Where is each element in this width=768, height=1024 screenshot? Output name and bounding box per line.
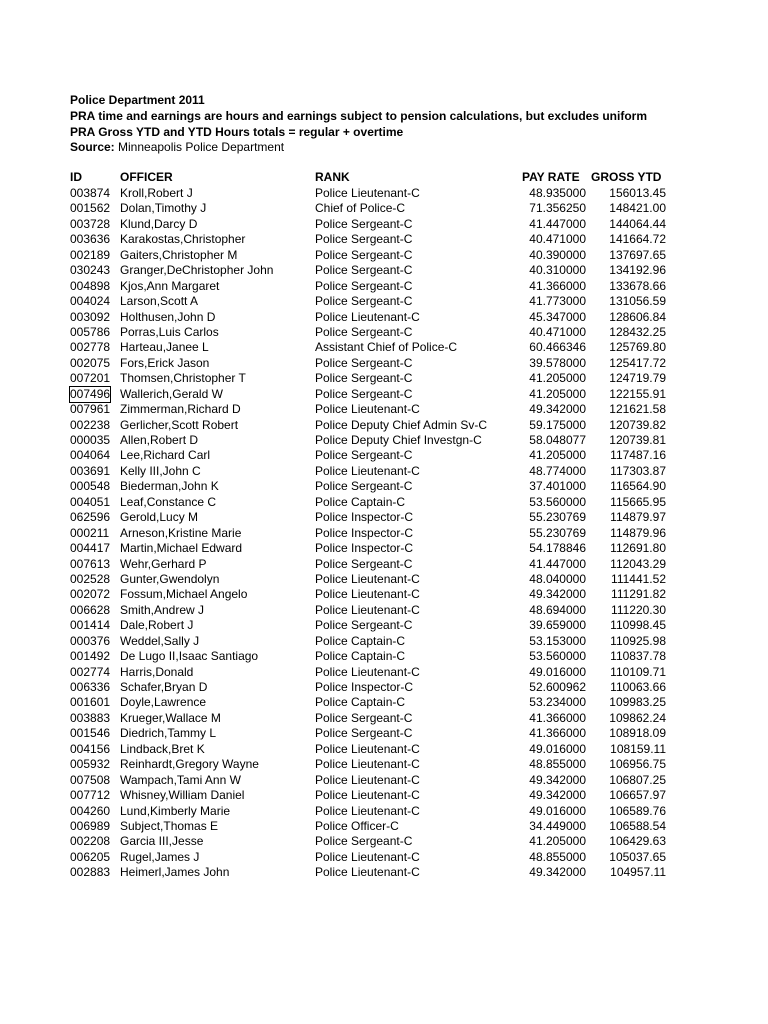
cell-pay-rate[interactable]: 41.205000 xyxy=(529,448,586,463)
cell-rank[interactable]: Police Sergeant-C xyxy=(315,386,413,401)
cell-id[interactable]: 002189 xyxy=(70,247,111,262)
cell-officer[interactable]: Thomsen,Christopher T xyxy=(120,371,246,386)
table-row xyxy=(0,618,768,633)
table-row xyxy=(0,742,768,757)
cell-rank[interactable]: Police Deputy Chief Investgn-C xyxy=(315,433,482,447)
source-label: Source: xyxy=(70,140,115,154)
cell-rank[interactable]: Police Sergeant-C xyxy=(315,618,413,633)
cell-id[interactable]: 004417 xyxy=(70,541,111,556)
table-row xyxy=(0,248,768,263)
cell-officer[interactable]: Lund,Kimberly Marie xyxy=(120,803,231,818)
cell-officer[interactable]: Kroll,Robert J xyxy=(120,186,193,200)
cell-officer[interactable]: Smith,Andrew J xyxy=(120,602,205,617)
cell-id[interactable]: 030243 xyxy=(70,263,111,278)
cell-gross-ytd[interactable]: 106807.25 xyxy=(609,772,666,787)
table-row xyxy=(0,217,768,232)
table-row xyxy=(0,201,768,216)
cell-id[interactable]: 002883 xyxy=(70,865,111,880)
cell-id[interactable]: 007508 xyxy=(70,772,111,787)
cell-officer[interactable]: Schafer,Bryan D xyxy=(120,680,208,694)
cell-officer[interactable]: Harris,Donald xyxy=(120,664,194,679)
cell-gross-ytd[interactable]: 106589.76 xyxy=(609,803,666,818)
cell-officer[interactable]: Fors,Erick Jason xyxy=(120,355,210,370)
cell-id[interactable]: 062596 xyxy=(70,510,111,525)
table-row xyxy=(0,587,768,602)
table-row xyxy=(0,649,768,664)
cell-pay-rate[interactable]: 37.401000 xyxy=(529,479,586,494)
table-row xyxy=(0,371,768,386)
table-row xyxy=(0,865,768,880)
cell-pay-rate[interactable]: 49.342000 xyxy=(529,772,586,787)
cell-pay-rate[interactable]: 41.447000 xyxy=(529,216,586,231)
cell-officer[interactable]: Rugel,James J xyxy=(120,849,200,864)
cell-pay-rate[interactable]: 41.366000 xyxy=(529,710,586,725)
cell-id[interactable]: 005932 xyxy=(70,757,111,772)
cell-rank[interactable]: Police Sergeant-C xyxy=(315,371,413,386)
cell-gross-ytd[interactable]: 111220.30 xyxy=(611,602,666,617)
table-row xyxy=(0,773,768,788)
cell-pay-rate[interactable]: 49.342000 xyxy=(529,788,586,803)
cell-id[interactable]: 007712 xyxy=(70,788,111,803)
table-row xyxy=(0,294,768,309)
cell-id[interactable]: 006205 xyxy=(70,849,111,864)
table-row xyxy=(0,757,768,772)
cell-officer[interactable]: Diedrich,Tammy L xyxy=(120,726,217,741)
cell-officer[interactable]: Porras,Luis Carlos xyxy=(120,324,219,339)
cell-pay-rate[interactable]: 40.390000 xyxy=(529,247,586,262)
cell-officer[interactable]: Heimerl,James John xyxy=(120,865,230,880)
cell-pay-rate[interactable]: 45.347000 xyxy=(529,309,586,324)
cell-officer[interactable]: Reinhardt,Gregory Wayne xyxy=(120,757,259,772)
table-row xyxy=(0,834,768,849)
cell-gross-ytd[interactable]: 111291.82 xyxy=(611,587,666,602)
cell-pay-rate[interactable]: 52.600962 xyxy=(529,680,586,694)
cell-rank[interactable]: Police Sergeant-C xyxy=(315,294,413,309)
table-row xyxy=(0,356,768,371)
cell-rank[interactable]: Police Captain-C xyxy=(315,494,406,509)
column-header-pay-rate: PAY RATE xyxy=(522,170,580,184)
cell-id[interactable]: 004064 xyxy=(70,448,111,463)
cell-rank[interactable]: Police Inspector-C xyxy=(315,525,414,540)
cell-id[interactable]: 003883 xyxy=(70,710,111,725)
table-row xyxy=(0,479,768,494)
table-row xyxy=(0,186,768,201)
cell-officer[interactable]: Kelly III,John C xyxy=(120,463,201,478)
cell-officer[interactable]: Gerold,Lucy M xyxy=(120,510,199,525)
cell-gross-ytd[interactable]: 106956.75 xyxy=(609,757,666,772)
cell-pay-rate[interactable]: 53.560000 xyxy=(529,649,586,664)
cell-officer[interactable]: Arneson,Kristine Marie xyxy=(120,525,242,540)
cell-id[interactable]: 001414 xyxy=(70,618,111,633)
cell-rank[interactable]: Police Sergeant-C xyxy=(315,232,413,247)
cell-gross-ytd[interactable]: 121621.58 xyxy=(609,402,666,417)
cell-officer[interactable]: Doyle,Lawrence xyxy=(120,695,207,710)
cell-pay-rate[interactable]: 49.016000 xyxy=(529,664,586,679)
cell-officer[interactable]: Subject,Thomas E xyxy=(120,818,219,833)
table-row xyxy=(0,788,768,803)
cell-officer[interactable]: Gaiters,Christopher M xyxy=(120,247,238,262)
cell-pay-rate[interactable]: 49.016000 xyxy=(529,741,586,756)
table-row xyxy=(0,464,768,479)
cell-gross-ytd[interactable]: 106657.97 xyxy=(609,788,666,803)
cell-officer[interactable]: Weddel,Sally J xyxy=(120,633,200,648)
table-row xyxy=(0,448,768,463)
cell-rank[interactable]: Police Lieutenant-C xyxy=(315,186,420,200)
table-row xyxy=(0,402,768,417)
table-row xyxy=(0,310,768,325)
cell-pay-rate[interactable]: 48.855000 xyxy=(529,849,586,864)
cell-id[interactable]: 002774 xyxy=(70,664,111,679)
cell-id[interactable]: 004156 xyxy=(70,741,111,756)
cell-gross-ytd[interactable]: 133678.66 xyxy=(609,278,666,293)
cell-gross-ytd[interactable]: 110063.66 xyxy=(610,680,666,694)
cell-rank[interactable]: Police Sergeant-C xyxy=(315,324,413,339)
cell-id[interactable]: 000376 xyxy=(70,633,111,648)
table-row xyxy=(0,263,768,278)
cell-pay-rate[interactable]: 48.694000 xyxy=(529,602,586,617)
cell-pay-rate[interactable]: 41.366000 xyxy=(529,278,586,293)
cell-gross-ytd[interactable]: 120739.81 xyxy=(609,433,666,447)
cell-rank[interactable]: Police Inspector-C xyxy=(315,510,414,525)
cell-gross-ytd[interactable]: 105037.65 xyxy=(609,849,666,864)
cell-rank[interactable]: Police Sergeant-C xyxy=(315,216,413,231)
cell-id[interactable]: 002075 xyxy=(70,355,111,370)
cell-id[interactable]: 007613 xyxy=(70,556,111,571)
cell-rank[interactable]: Police Sergeant-C xyxy=(315,726,413,741)
cell-officer[interactable]: Biederman,John K xyxy=(120,479,219,494)
cell-gross-ytd[interactable]: 128606.84 xyxy=(609,309,666,324)
cell-rank[interactable]: Police Sergeant-C xyxy=(315,247,413,262)
cell-gross-ytd[interactable]: 108159.11 xyxy=(610,741,666,756)
cell-pay-rate[interactable]: 48.935000 xyxy=(529,186,586,200)
source-value: Minneapolis Police Department xyxy=(114,140,285,154)
cell-gross-ytd[interactable]: 112691.80 xyxy=(610,541,666,556)
cell-rank[interactable]: Police Lieutenant-C xyxy=(315,309,420,324)
cell-gross-ytd[interactable]: 122155.91 xyxy=(609,386,666,401)
cell-rank[interactable]: Police Lieutenant-C xyxy=(315,803,420,818)
cell-gross-ytd[interactable]: 112043.29 xyxy=(610,556,666,571)
cell-pay-rate[interactable]: 48.855000 xyxy=(529,757,586,772)
cell-pay-rate[interactable]: 55.230769 xyxy=(529,525,586,540)
table-row xyxy=(0,418,768,433)
cell-rank[interactable]: Chief of Police-C xyxy=(315,201,406,216)
cell-gross-ytd[interactable]: 110109.71 xyxy=(610,664,666,679)
table-row xyxy=(0,819,768,834)
cell-pay-rate[interactable]: 58.048077 xyxy=(529,433,586,447)
cell-rank[interactable]: Police Sergeant-C xyxy=(315,556,413,571)
cell-officer[interactable]: Wallerich,Gerald W xyxy=(120,386,223,401)
cell-officer[interactable]: Garcia III,Jesse xyxy=(120,834,204,849)
cell-pay-rate[interactable]: 41.205000 xyxy=(529,371,586,386)
table-row xyxy=(0,680,768,695)
cell-gross-ytd[interactable]: 110998.45 xyxy=(610,618,666,633)
table-row xyxy=(0,726,768,741)
cell-pay-rate[interactable]: 40.471000 xyxy=(529,232,586,247)
cell-gross-ytd[interactable]: 128432.25 xyxy=(609,324,666,339)
cell-rank[interactable]: Police Captain-C xyxy=(315,695,406,710)
cell-id[interactable]: 006989 xyxy=(70,818,111,833)
cell-officer[interactable]: Wehr,Gerhard P xyxy=(120,556,207,571)
table-row xyxy=(0,279,768,294)
cell-rank[interactable]: Police Lieutenant-C xyxy=(315,865,420,880)
table-row xyxy=(0,387,768,402)
table-header xyxy=(0,170,768,185)
cell-id[interactable]: 003691 xyxy=(70,463,111,478)
table-body xyxy=(0,186,768,881)
cell-id[interactable]: 006336 xyxy=(70,680,111,694)
cell-officer[interactable]: Allen,Robert D xyxy=(120,433,199,447)
cell-gross-ytd[interactable]: 114879.97 xyxy=(610,510,666,525)
cell-id[interactable]: 001562 xyxy=(70,201,111,216)
table-row xyxy=(0,495,768,510)
cell-gross-ytd[interactable]: 131056.59 xyxy=(609,294,666,309)
table-row xyxy=(0,510,768,525)
cell-id[interactable]: 002238 xyxy=(70,417,111,432)
cell-id[interactable]: 001546 xyxy=(70,726,111,741)
cell-gross-ytd[interactable]: 117487.16 xyxy=(610,448,666,463)
cell-pay-rate[interactable]: 71.356250 xyxy=(529,201,586,216)
cell-rank[interactable]: Police Sergeant-C xyxy=(315,278,413,293)
cell-gross-ytd[interactable]: 106588.54 xyxy=(609,818,666,833)
cell-pay-rate[interactable]: 60.466346 xyxy=(529,340,586,355)
cell-pay-rate[interactable]: 53.234000 xyxy=(529,695,586,710)
cell-id[interactable]: 002072 xyxy=(70,587,111,602)
cell-officer[interactable]: Holthusen,John D xyxy=(120,309,216,324)
cell-pay-rate[interactable]: 49.342000 xyxy=(529,865,586,880)
cell-gross-ytd[interactable]: 148421.00 xyxy=(609,201,666,216)
cell-rank[interactable]: Police Lieutenant-C xyxy=(315,757,420,772)
cell-gross-ytd[interactable]: 106429.63 xyxy=(609,834,666,849)
cell-officer[interactable]: Leaf,Constance C xyxy=(120,494,217,509)
cell-rank[interactable]: Police Captain-C xyxy=(315,649,406,664)
cell-rank[interactable]: Police Lieutenant-C xyxy=(315,788,420,803)
cell-rank[interactable]: Police Inspector-C xyxy=(315,541,414,556)
table-row xyxy=(0,634,768,649)
cell-officer[interactable]: Zimmerman,Richard D xyxy=(120,402,241,417)
note-totals: PRA Gross YTD and YTD Hours totals = regular + overtime xyxy=(70,125,404,139)
cell-officer[interactable]: Gerlicher,Scott Robert xyxy=(120,417,239,432)
cell-rank[interactable]: Police Sergeant-C xyxy=(315,479,413,494)
source-line xyxy=(70,140,284,155)
cell-id[interactable]: 001601 xyxy=(70,695,111,710)
cell-rank[interactable]: Police Sergeant-C xyxy=(315,263,413,278)
column-header-rank: RANK xyxy=(315,170,350,184)
table-row xyxy=(0,572,768,587)
cell-pay-rate[interactable]: 49.342000 xyxy=(529,402,586,417)
cell-id[interactable]: 004898 xyxy=(70,278,111,293)
cell-gross-ytd[interactable]: 111441.52 xyxy=(611,571,666,586)
cell-pay-rate[interactable]: 34.449000 xyxy=(529,818,586,833)
cell-gross-ytd[interactable]: 110925.98 xyxy=(610,633,666,648)
cell-pay-rate[interactable]: 48.774000 xyxy=(529,463,586,478)
table-row xyxy=(0,804,768,819)
cell-gross-ytd[interactable]: 120739.82 xyxy=(609,417,666,432)
table-row xyxy=(0,433,768,448)
cell-rank[interactable]: Police Inspector-C xyxy=(315,680,414,694)
cell-id[interactable]: 000035 xyxy=(70,433,111,447)
cell-rank[interactable]: Police Sergeant-C xyxy=(315,355,413,370)
cell-officer[interactable]: Karakostas,Christopher xyxy=(120,232,246,247)
cell-pay-rate[interactable]: 49.016000 xyxy=(529,803,586,818)
cell-pay-rate[interactable]: 41.205000 xyxy=(529,834,586,849)
cell-pay-rate[interactable]: 59.175000 xyxy=(529,417,586,432)
cell-pay-rate[interactable]: 48.040000 xyxy=(529,571,586,586)
table-row xyxy=(0,695,768,710)
table-row xyxy=(0,711,768,726)
cell-officer[interactable]: Martin,Michael Edward xyxy=(120,541,243,556)
cell-pay-rate[interactable]: 53.560000 xyxy=(529,494,586,509)
cell-officer[interactable]: Kjos,Ann Margaret xyxy=(120,278,220,293)
cell-id[interactable]: 003636 xyxy=(70,232,111,247)
cell-pay-rate[interactable]: 55.230769 xyxy=(529,510,586,525)
table-row xyxy=(0,665,768,680)
cell-id[interactable]: 006628 xyxy=(70,602,111,617)
cell-officer[interactable]: Lindback,Bret K xyxy=(120,741,205,756)
table-row xyxy=(0,340,768,355)
cell-officer[interactable]: Fossum,Michael Angelo xyxy=(120,587,248,602)
cell-gross-ytd[interactable]: 104957.11 xyxy=(610,865,666,880)
table-row xyxy=(0,850,768,865)
cell-id-selected[interactable]: 007496 xyxy=(70,386,111,401)
cell-officer[interactable]: Granger,DeChristopher John xyxy=(120,263,274,278)
cell-id[interactable]: 003728 xyxy=(70,216,111,231)
table-row xyxy=(0,603,768,618)
cell-pay-rate[interactable]: 41.447000 xyxy=(529,556,586,571)
cell-officer[interactable]: Klund,Darcy D xyxy=(120,216,198,231)
cell-id[interactable]: 000548 xyxy=(70,479,111,494)
cell-officer[interactable]: Lee,Richard Carl xyxy=(120,448,211,463)
cell-gross-ytd[interactable]: 144064.44 xyxy=(609,216,666,231)
cell-gross-ytd[interactable]: 141664.72 xyxy=(609,232,666,247)
cell-gross-ytd[interactable]: 117303.87 xyxy=(610,463,666,478)
cell-pay-rate[interactable]: 41.205000 xyxy=(529,386,586,401)
cell-pay-rate[interactable]: 39.578000 xyxy=(529,355,586,370)
cell-pay-rate[interactable]: 41.366000 xyxy=(529,726,586,741)
cell-pay-rate[interactable]: 40.310000 xyxy=(529,263,586,278)
cell-rank[interactable]: Police Lieutenant-C xyxy=(315,741,420,756)
cell-id[interactable]: 001492 xyxy=(70,649,111,664)
cell-pay-rate[interactable]: 53.153000 xyxy=(529,633,586,648)
note-pension: PRA time and earnings are hours and earnings subject to pension calculations, but excludes uniform xyxy=(70,109,648,123)
cell-id[interactable]: 000211 xyxy=(70,525,110,540)
cell-pay-rate[interactable]: 40.471000 xyxy=(529,324,586,339)
cell-gross-ytd[interactable]: 114879.96 xyxy=(610,525,666,540)
cell-id[interactable]: 002528 xyxy=(70,571,111,586)
cell-officer[interactable]: Dolan,Timothy J xyxy=(120,201,207,216)
cell-gross-ytd[interactable]: 109983.25 xyxy=(609,695,666,710)
table-row xyxy=(0,232,768,247)
cell-id[interactable]: 002778 xyxy=(70,340,111,355)
table-row xyxy=(0,557,768,572)
cell-pay-rate[interactable]: 41.773000 xyxy=(529,294,586,309)
cell-id[interactable]: 007201 xyxy=(70,371,111,386)
cell-id[interactable]: 004260 xyxy=(70,803,111,818)
cell-rank[interactable]: Police Lieutenant-C xyxy=(315,571,420,586)
cell-gross-ytd[interactable]: 108918.09 xyxy=(609,726,666,741)
cell-gross-ytd[interactable]: 116564.90 xyxy=(610,479,666,494)
table-row xyxy=(0,526,768,541)
cell-id[interactable]: 007961 xyxy=(70,402,111,417)
cell-officer[interactable]: Harteau,Janee L xyxy=(120,340,209,355)
cell-pay-rate[interactable]: 39.659000 xyxy=(529,618,586,633)
cell-rank[interactable]: Police Officer-C xyxy=(315,818,399,833)
column-header-gross-ytd: GROSS YTD xyxy=(591,170,662,184)
cell-gross-ytd[interactable]: 137697.65 xyxy=(609,247,666,262)
cell-rank[interactable]: Police Captain-C xyxy=(315,633,406,648)
cell-pay-rate[interactable]: 54.178846 xyxy=(529,541,586,556)
cell-gross-ytd[interactable]: 124719.79 xyxy=(609,371,666,386)
cell-id[interactable]: 003092 xyxy=(70,309,111,324)
cell-rank[interactable]: Police Lieutenant-C xyxy=(315,402,420,417)
cell-id[interactable]: 003874 xyxy=(70,186,111,200)
cell-id[interactable]: 002208 xyxy=(70,834,111,849)
cell-gross-ytd[interactable]: 125417.72 xyxy=(609,355,666,370)
cell-officer[interactable]: Wampach,Tami Ann W xyxy=(120,772,241,787)
cell-officer[interactable]: Dale,Robert J xyxy=(120,618,194,633)
cell-officer[interactable]: De Lugo II,Isaac Santiago xyxy=(120,649,259,664)
page-title: Police Department 2011 xyxy=(70,93,205,107)
column-header-id: ID xyxy=(70,170,82,184)
cell-officer[interactable]: Whisney,William Daniel xyxy=(120,788,245,803)
cell-rank[interactable]: Police Lieutenant-C xyxy=(315,602,420,617)
cell-gross-ytd[interactable]: 125769.80 xyxy=(609,340,666,355)
cell-gross-ytd[interactable]: 109862.24 xyxy=(609,710,666,725)
cell-rank[interactable]: Police Sergeant-C xyxy=(315,448,413,463)
cell-pay-rate[interactable]: 49.342000 xyxy=(529,587,586,602)
cell-rank[interactable]: Police Lieutenant-C xyxy=(315,772,420,787)
cell-officer[interactable]: Larson,Scott A xyxy=(120,294,199,309)
table-row xyxy=(0,325,768,340)
cell-rank[interactable]: Police Lieutenant-C xyxy=(315,664,420,679)
cell-rank[interactable]: Police Lieutenant-C xyxy=(315,463,420,478)
table-row xyxy=(0,541,768,556)
cell-rank[interactable]: Police Sergeant-C xyxy=(315,710,413,725)
cell-id[interactable]: 004051 xyxy=(70,494,111,509)
cell-rank[interactable]: Police Deputy Chief Admin Sv-C xyxy=(315,417,488,432)
cell-rank[interactable]: Police Lieutenant-C xyxy=(315,849,420,864)
cell-id[interactable]: 005786 xyxy=(70,324,111,339)
cell-rank[interactable]: Assistant Chief of Police-C xyxy=(315,340,458,355)
cell-officer[interactable]: Krueger,Wallace M xyxy=(120,710,221,725)
cell-gross-ytd[interactable]: 115665.95 xyxy=(610,494,666,509)
cell-id[interactable]: 004024 xyxy=(70,294,111,309)
cell-officer[interactable]: Gunter,Gwendolyn xyxy=(120,571,220,586)
cell-gross-ytd[interactable]: 156013.45 xyxy=(609,186,666,200)
cell-gross-ytd[interactable]: 134192.96 xyxy=(609,263,666,278)
cell-gross-ytd[interactable]: 110837.78 xyxy=(610,649,666,664)
cell-rank[interactable]: Police Lieutenant-C xyxy=(315,587,420,602)
column-header-officer: OFFICER xyxy=(120,170,173,184)
cell-rank[interactable]: Police Sergeant-C xyxy=(315,834,413,849)
